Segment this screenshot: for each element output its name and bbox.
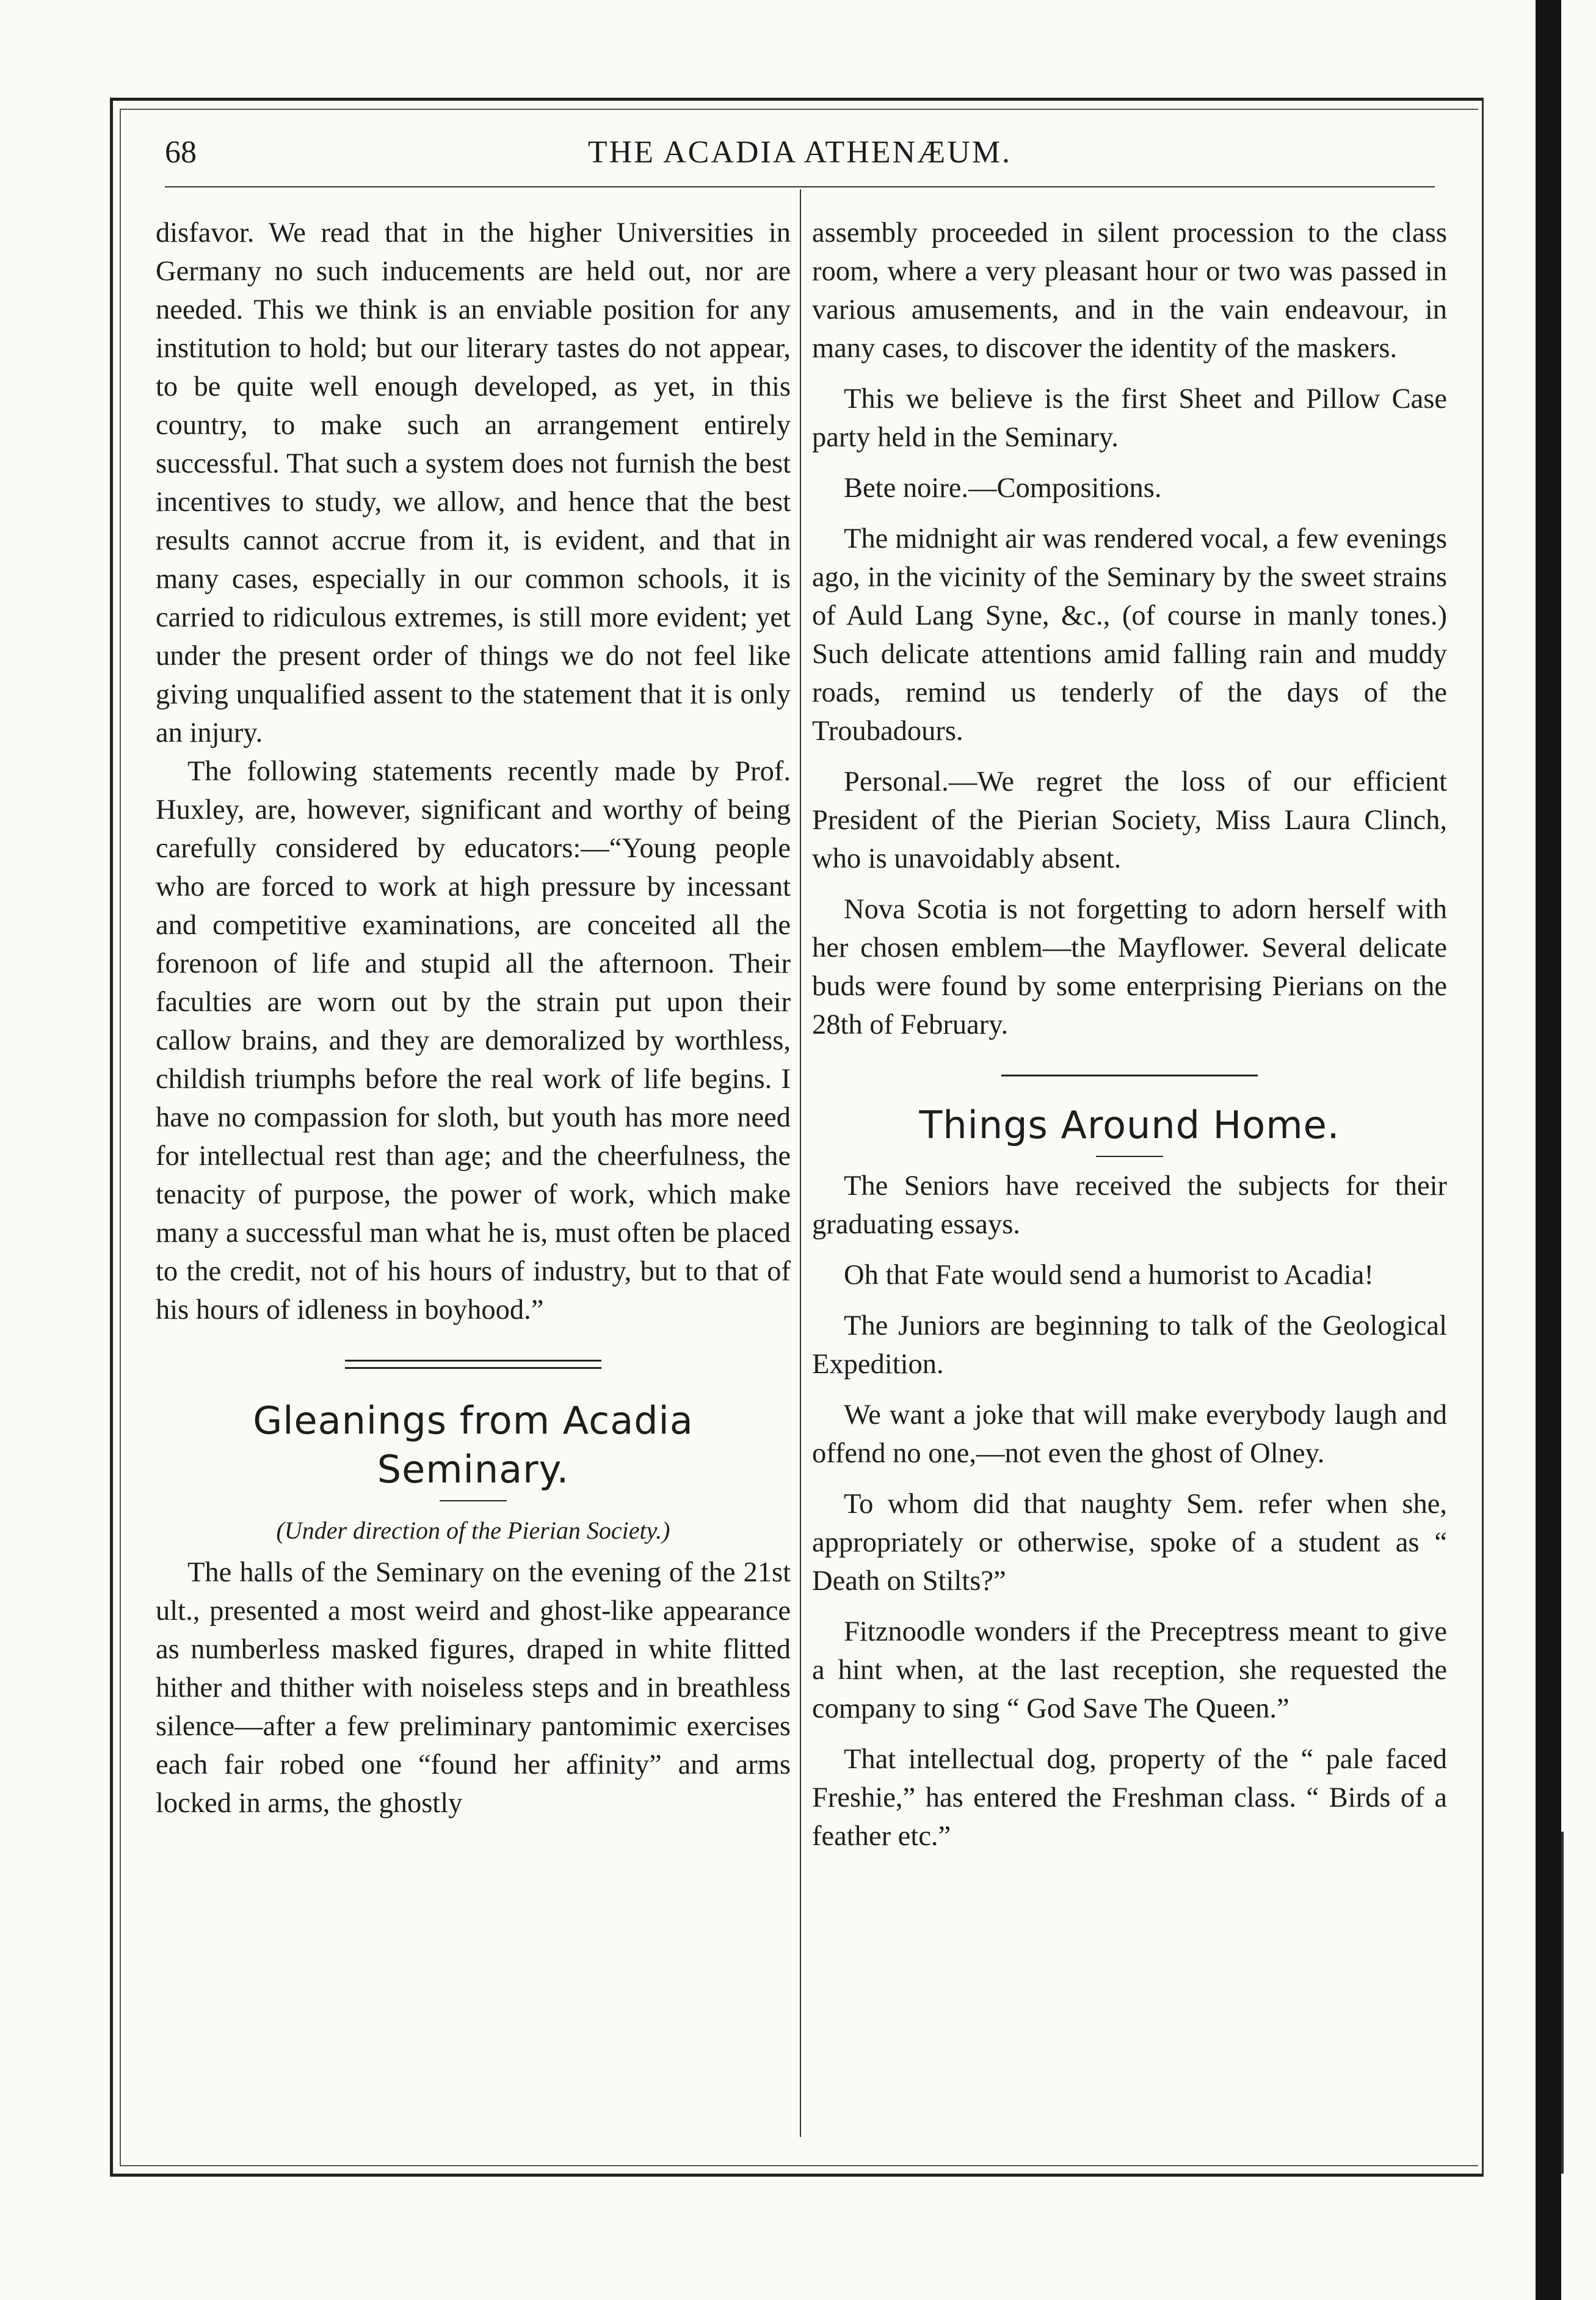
column-divider (800, 189, 801, 2137)
header-rule (165, 186, 1435, 187)
article-paragraph: The following statements recently made by Prof. Huxley, are, however, significant and worthy of being carefully considered by educators:—“Young people who are forced to work at high pressure by incessant and competitive examinations, are conceited all the forenoon of life and stupid all the afternoon. Their faculties are worn out by the strain put upon their callow brains, and they are demoralized by worthless, childish triumphs before the real work of life begins. I have no compassion for sloth, but youth has more need for intellectual rest than age; and the cheerfulness, the tenacity of purpose, the power of work, which make many a successful man what he is, must often be placed to the credit, not of his hours of industry, but to that of his hours of idleness in boyhood.” (156, 756, 791, 1326)
article-paragraph: We want a joke that will make everybody laugh and offend no one,—not even the ghost of Olney. (812, 1399, 1447, 1469)
right-column (812, 214, 1447, 1868)
heading-rule (440, 1500, 507, 1501)
article-paragraph: To whom did that naughty Sem. refer when she, appropriately or otherwise, spoke of a student as “ Death on Stilts?” (812, 1489, 1447, 1597)
page-number: 68 (165, 135, 197, 170)
section-byline: (Under direction of the Pierian Society.) (276, 1517, 670, 1544)
article-paragraph: disfavor. We read that in the higher Universities in Germany no such inducements are held out, nor are needed. This we think is an enviable position for any institution to hold; but our literary tastes do not appear, to be quite well enough developed, as yet, in this country, to make such an arrangement entirely successful. That such a system does not furnish the best incentives to study, we allow, and hence that the best results cannot accrue from it, is evident, and that in many cases, especially in our common schools, it is carried to ridiculous extremes, is still more evident; yet under the present order of things we do not feel like giving unqualified assent to the statement that it is only an injury. (156, 217, 791, 749)
section-divider (1001, 1075, 1258, 1076)
page-header (165, 134, 1435, 177)
article-paragraph: This we believe is the first Sheet and Pillow Case party held in the Seminary. (812, 383, 1447, 453)
section-heading-home: Things Around Home. (919, 1103, 1340, 1147)
article-paragraph: The halls of the Seminary on the evening of the 21st ult., presented a most weird and ghost-like appearance as numberless masked figures, draped in white flitted hither and thither with noiseless steps and in breathless silence—after a few preliminary pantomimic exercises each fair robed one “found her affinity” and arms locked in arms, the ghostly (156, 1557, 791, 1819)
article-paragraph: Oh that Fate would send a humorist to Acadia! (844, 1260, 1374, 1291)
heading-rule (1096, 1156, 1163, 1157)
binding-edge (1561, 1832, 1596, 2174)
article-paragraph: The midnight air was rendered vocal, a few evenings ago, in the vicinity of the Seminary by the sweet strains of Auld Lang Syne, &c., (of course in manly tones.) Such delicate attentions amid falling rain and muddy roads, remind us tenderly of the days of the Troubadours. (812, 523, 1447, 747)
section-heading-seminary: Gleanings from Acadia Seminary. (253, 1398, 694, 1492)
binding-spine (1536, 0, 1561, 2300)
article-paragraph: That intellectual dog, property of the “ pale faced Freshie,” has entered the Freshman class. “ Birds of a feather etc.” (812, 1744, 1447, 1852)
article-paragraph: Nova Scotia is not forgetting to adorn herself with her chosen emblem—the Mayflower. Several delicate buds were found by some enterprising Pierians on the 28th of February. (812, 894, 1447, 1040)
article-paragraph: Fitznoodle wonders if the Preceptress meant to give a hint when, at the last reception, she requested the company to sing “ God Save The Queen.” (812, 1616, 1447, 1724)
running-title: THE ACADIA ATHENÆUM. (587, 135, 1012, 170)
section-divider (345, 1360, 601, 1369)
article-paragraph: Bete noire.—Compositions. (844, 473, 1162, 504)
article-paragraph: The Seniors have received the subjects for their graduating essays. (812, 1170, 1447, 1240)
article-paragraph: Personal.—We regret the loss of our efficient President of the Pierian Society, Miss Laura Clinch, who is unavoidably absent. (812, 766, 1447, 874)
left-column (156, 214, 791, 1823)
article-paragraph: assembly proceeded in silent procession to the class room, where a very pleasant hour or two was passed in various amusements, and in the vain endeavour, in many cases, to discover the identity of the maskers. (812, 217, 1447, 364)
article-paragraph: The Juniors are beginning to talk of the Geological Expedition. (812, 1310, 1447, 1380)
